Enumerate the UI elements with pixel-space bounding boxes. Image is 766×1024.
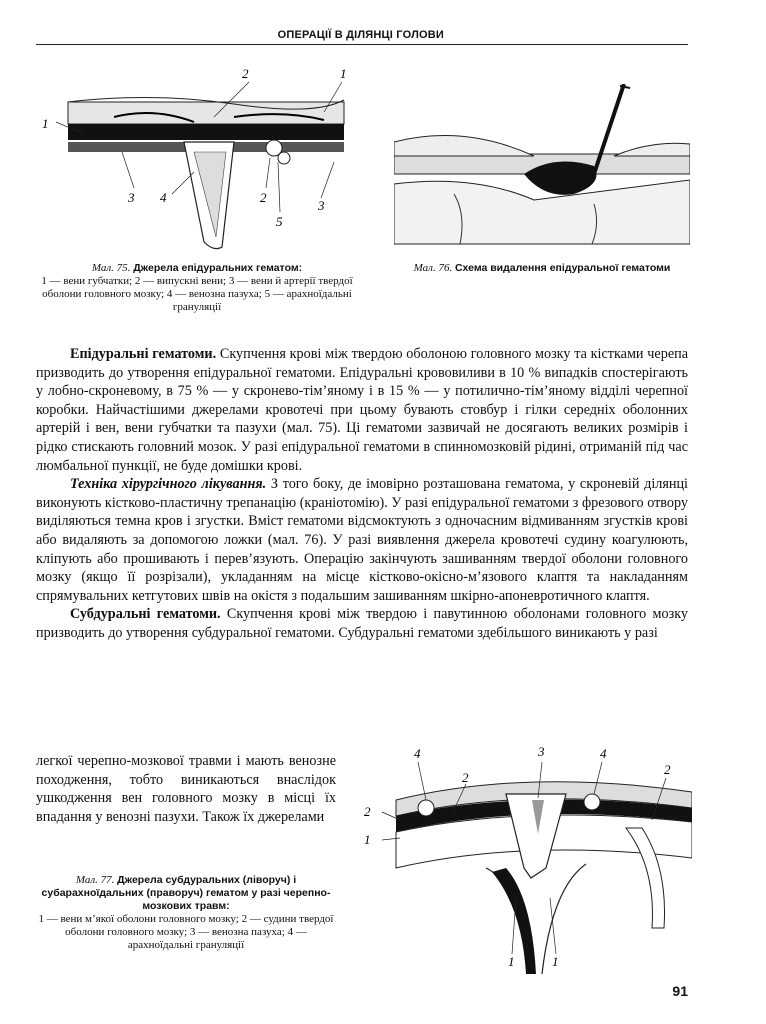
fig77-caption-title: Джерела субдуральних (ліворуч) і субарахноїдальних (праворуч) гематом у разі черепно-мозкових травм: (41, 874, 331, 912)
fig76-caption (396, 262, 688, 275)
fig75-label: 2 (242, 66, 249, 81)
paragraph-technique: З того боку, де імовірно розташована гематома, у скроневій ділянці виконують кістково-пластичну трепанацію (краніотомію). У разі епідуральної гематоми з фрезового отвору виділяються темна кров і згустки. Вміст гематоми відсмоктують з одночасним відмиванням згустків крові або видаляють за допомогою ложки (мал. 76). У разі виявлення джерела кровотечі судину коагулюють, кліпують або прошивають і перев’язують. Операцію закінчують зашиванням твердої оболони головного мозку (якщо її розрізали), укладанням на місце кістково-окісно-м’язового клаптя та накладанням спрямувальних кетгутових швів на окістя з подальшим зашиванням шкірно-апоневротичного клаптя. (36, 476, 688, 604)
paragraph-subdural: Скупчення крові між твердою і павутинною оболонами головного мозку призводить до утворення субдуральної гематоми. Субдуральні гематоми здебільшого виникають у разі (36, 606, 688, 641)
figure-75 (34, 62, 364, 262)
paragraph-epidural: Скупчення крові між твердою оболоною головного мозку та кістками черепа призводить до утворення епідуральної гематоми. Епідуральні крововиливи в 10 % випадків спостерігають у лобно-скроневому, в 75 % — у скронево-тім’яному і в 15 % — у потилично-тім’яному відділі черепної коробки. Найчастішими джерелами кровотечі при цьому бувають стовбур і гілки середніх оболонних артерій і вен, вени губчатки та пазухи (мал. 75). Ці гематоми зазвичай не досягають великих розмірів і рідко стискають головний мозок. У разі епідуральної гематоми в спинномозковій рідині, отриманій під час люмбальної пункції, не буде домішки крові. (36, 346, 689, 474)
fig75-label: 5 (276, 214, 283, 229)
fig77-label: 4 (600, 746, 607, 761)
figure-76 (394, 84, 690, 254)
section-heading-technique: Техніка хірургічного лікування. (70, 476, 267, 493)
section-heading-subdural: Субдуральні гематоми. (70, 606, 221, 623)
fig76-caption-num: Мал. 76. (413, 262, 453, 274)
fig77-label: 1 (364, 832, 371, 847)
fig77-label: 1 (552, 954, 559, 969)
fig77-label: 2 (664, 762, 671, 777)
running-header (36, 22, 688, 45)
fig77-label: 4 (414, 746, 421, 761)
fig75-caption-title: Джерела епідуральних гематом: (133, 262, 303, 274)
page-number: 91 (672, 983, 688, 999)
fig75-caption-legend: 1 — вени губчатки; 2 — випускні вени; 3 — вени й артерії твердої оболони головного мозку; 4 — венозна пазуха; 5 — арахноїдальні грануляції (41, 275, 353, 313)
body-text-top (36, 345, 688, 643)
fig75-label: 2 (260, 190, 267, 205)
body-text-column (36, 752, 336, 826)
running-title: ОПЕРАЦІЇ В ДІЛЯНЦІ ГОЛОВИ (277, 29, 444, 41)
fig77-label: 1 (508, 954, 515, 969)
fig75-caption-num: Мал. 75. (91, 262, 131, 274)
fig75-caption (36, 262, 358, 314)
fig77-caption (36, 874, 336, 952)
fig77-caption-legend: 1 — вени м’якої оболони головного мозку; 2 — судини твердої оболони головного мозку; 3 — венозна пазуха; 4 — арахноїдальні грануляції (38, 913, 334, 951)
fig75-label: 3 (318, 198, 325, 213)
fig77-label: 3 (538, 744, 545, 759)
fig75-label: 1 (340, 66, 347, 81)
fig75-label: 1 (42, 116, 49, 131)
fig77-label: 2 (462, 770, 469, 785)
fig77-caption-num: Мал. 77. (75, 874, 115, 886)
fig76-caption-title: Схема видалення епідуральної гематоми (454, 262, 671, 274)
paragraph-subdural-cont: легкої черепно-мозкової травми і мають венозне походження, тобто виникаються внаслідок ушкодження вен головного мозку в місці їх впадання у венозні пазухи. Також їх джерелами (36, 753, 336, 825)
fig75-label: 4 (160, 190, 167, 205)
section-heading-epidural: Епідуральні гематоми. (70, 346, 217, 362)
fig77-label: 2 (364, 804, 371, 819)
figure-77 (356, 738, 692, 974)
fig75-label: 3 (128, 190, 135, 205)
